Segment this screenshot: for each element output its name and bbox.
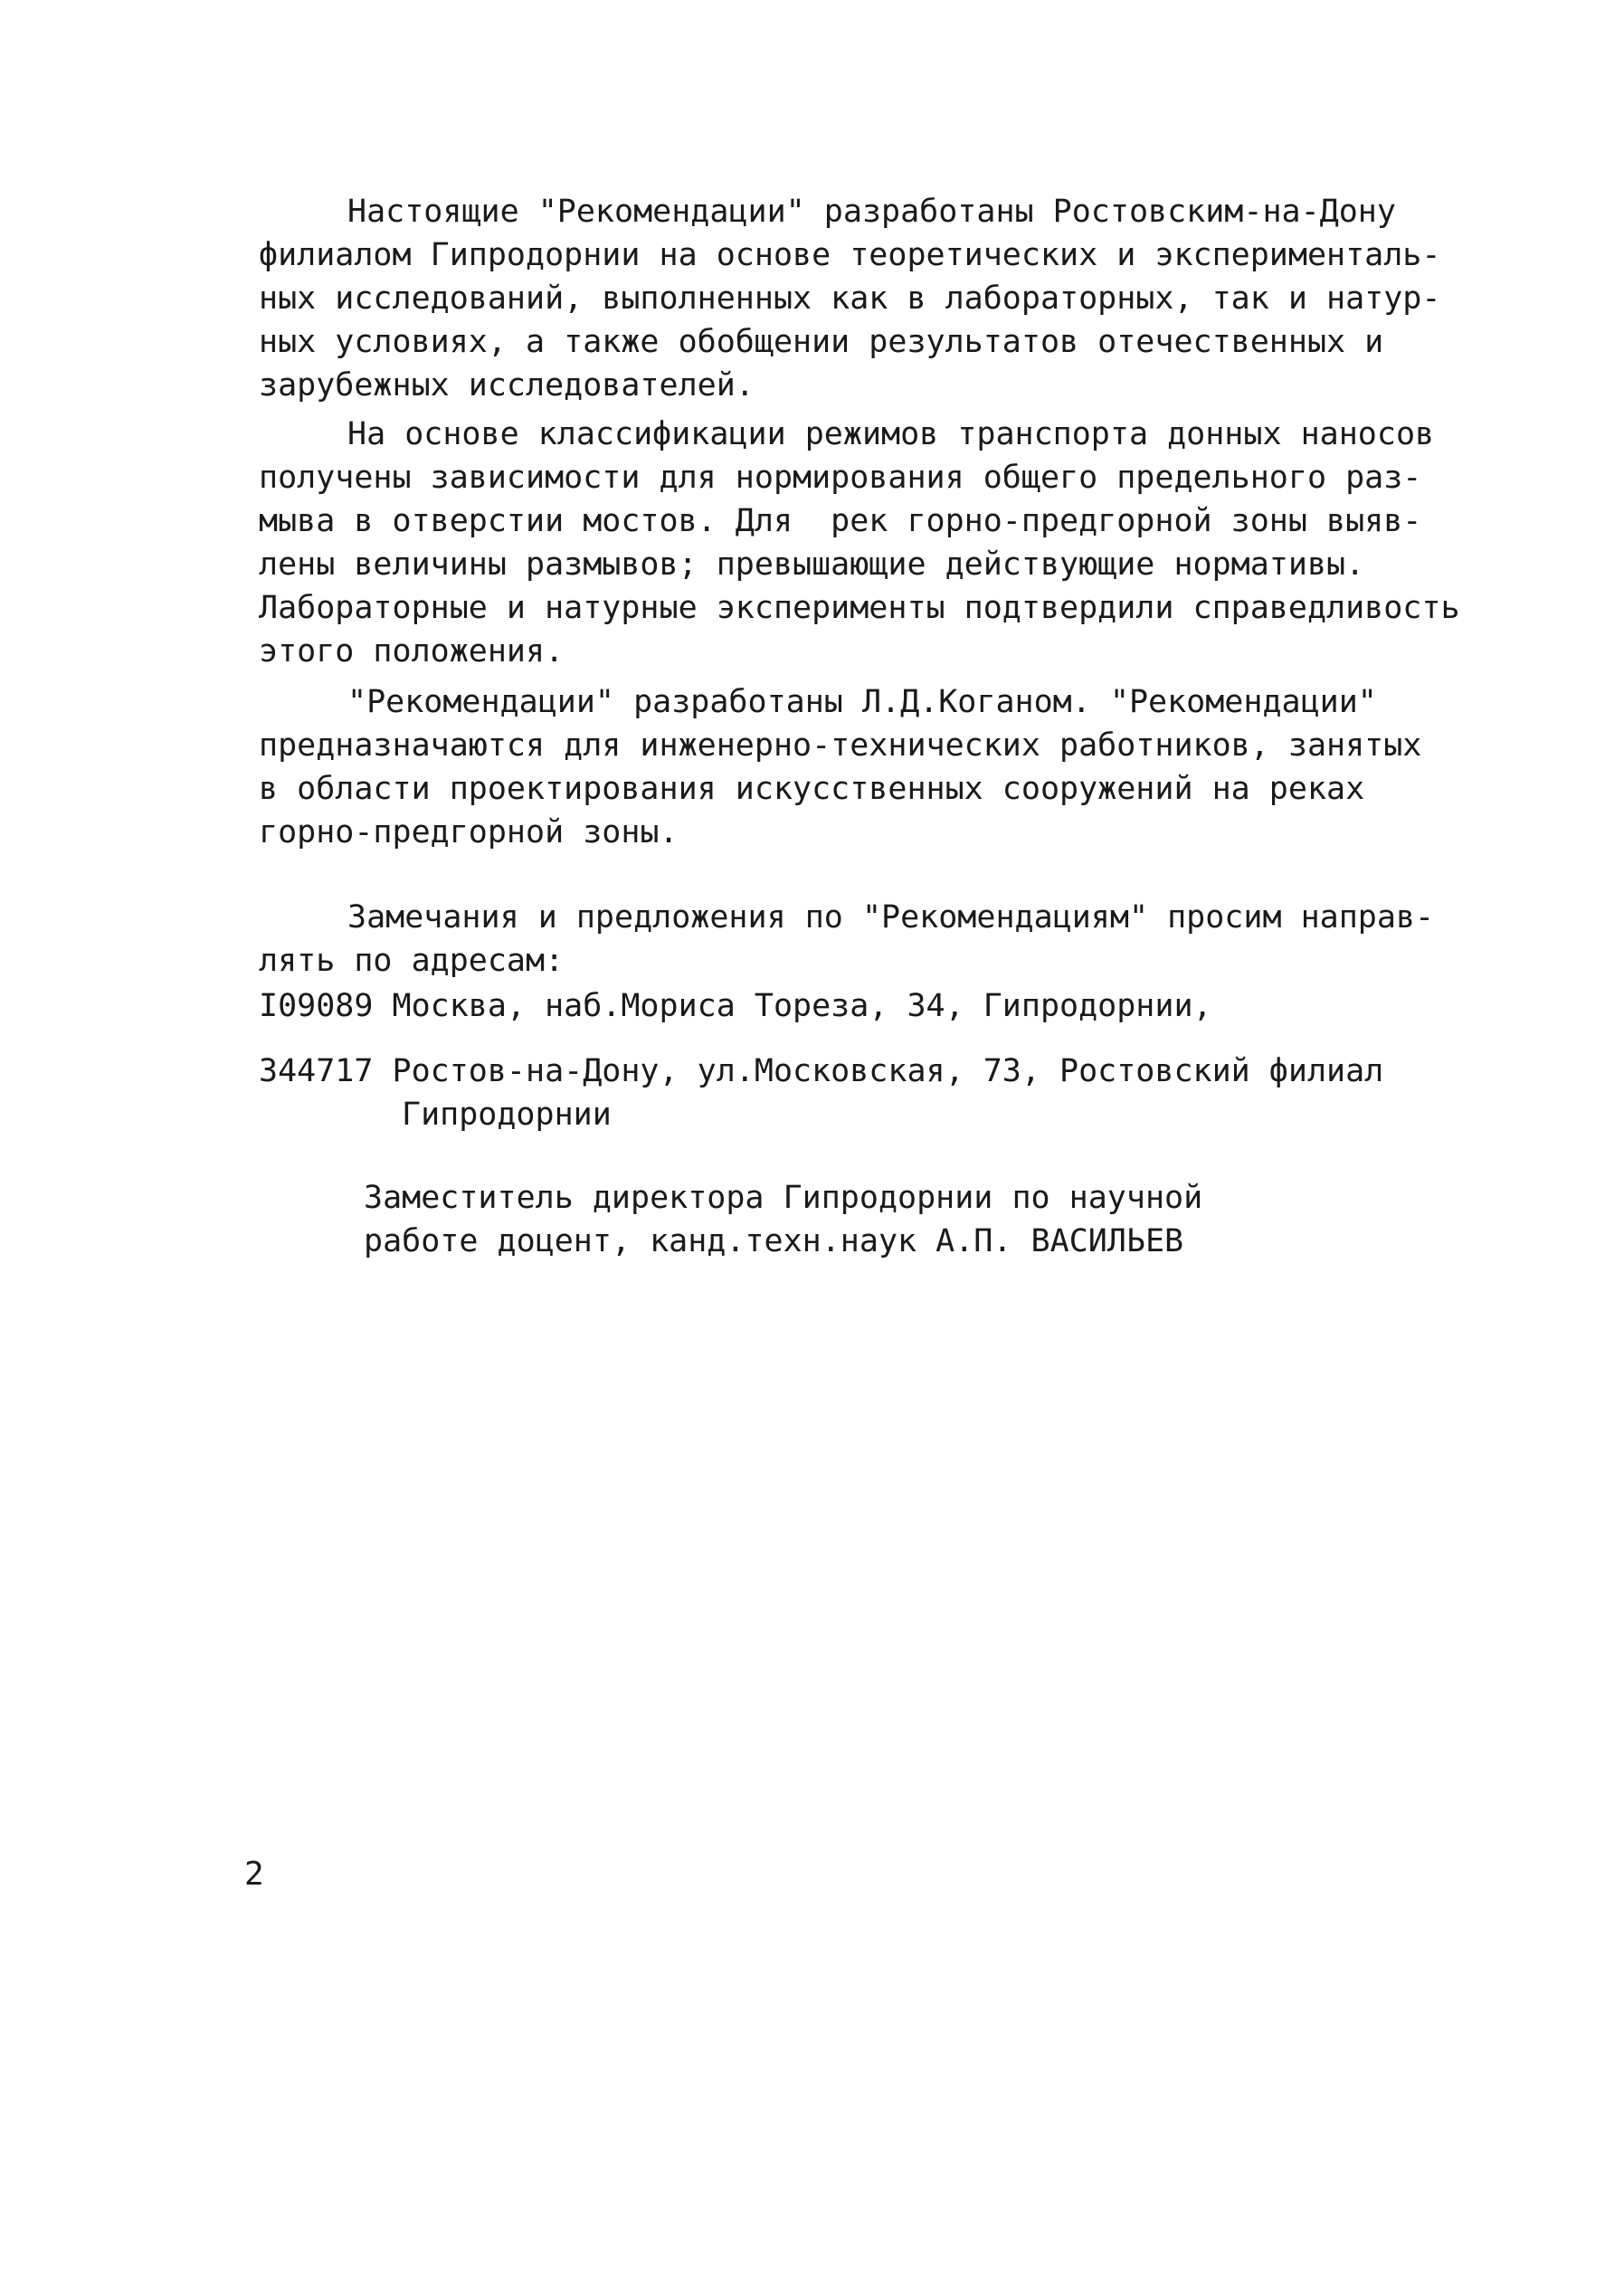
paragraph-3-line-2: предназначаются для инженерно-технических работников, занятых [259, 727, 1422, 764]
paragraph-3-line-1: "Рекомендации" разработаны Л.Д.Коганом. "Рекомендации" [347, 684, 1377, 720]
paragraph-2-line-4: лены величины размывов; превышающие действующие нормативы. [259, 546, 1365, 583]
address-rostov-line-1: 344717 Ростов-на-Дону, ул.Московская, 73, Ростовский филиал [259, 1053, 1384, 1089]
paragraph-3-line-3: в области проектирования искусственных сооружений на реках [259, 771, 1365, 807]
paragraph-2-line-1: На основе классификации режимов транспорта донных наносов [347, 416, 1435, 452]
paragraph-2-line-2: получены зависимости для нормирования общего предельного раз- [259, 460, 1422, 496]
paragraph-2-line-3: мыва в отверстии мостов. Для рек горно-предгорной зоны выяв- [259, 503, 1422, 539]
paragraph-1-line-5: зарубежных исследователей. [259, 367, 755, 404]
paragraph-1-line-4: ных условиях, а также обобщении результатов отечественных и [259, 324, 1384, 360]
signature-line-2: работе доцент, канд.техн.наук А.П. ВАСИЛЬЕВ [364, 1223, 1184, 1259]
paragraph-2-line-5: Лабораторные и натурные эксперименты подтвердили справедливость [259, 590, 1460, 626]
paragraph-2-line-6: этого положения. [259, 633, 565, 670]
paragraph-1-line-3: ных исследований, выполненных как в лабораторных, так и натур- [259, 280, 1441, 317]
address-rostov-line-2: Гипродорнии [402, 1097, 612, 1133]
paragraph-1-line-1: Настоящие "Рекомендации" разработаны Ростовским-на-Дону [347, 194, 1396, 230]
address-moscow: I09089 Москва, наб.Мориса Тореза, 34, Гипродорнии, [259, 988, 1212, 1024]
paragraph-4-line-1: Замечания и предложения по "Рекомендациям" просим направ- [347, 899, 1435, 936]
paragraph-3-line-4: горно-предгорной зоны. [259, 814, 679, 850]
paragraph-1-line-2: филиалом Гипродорнии на основе теоретических и эксперименталь- [259, 237, 1441, 273]
signature-line-1: Заместитель директора Гипродорнии по научной [364, 1180, 1203, 1216]
page-number: 2 [244, 1856, 264, 1893]
paragraph-4-line-2: лять по адресам: [259, 943, 565, 979]
